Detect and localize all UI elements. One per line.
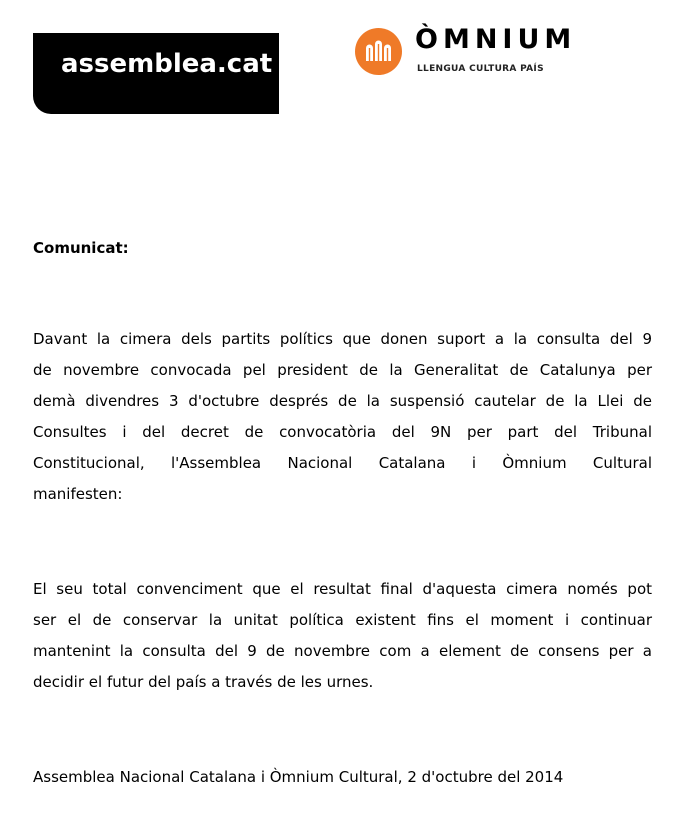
omnium-columns-icon (355, 28, 402, 75)
paragraph-line: Constitucional, l'Assemblea Nacional Catalana i Òmnium Cultural (33, 454, 652, 472)
paragraph-line: demà divendres 3 d'octubre després de la suspensió cautelar de la Llei de (33, 392, 652, 410)
paragraph-line: decidir el futur del país a través de les urnes. (33, 673, 374, 691)
document-heading: Comunicat: (33, 239, 129, 257)
paragraph-statement (33, 324, 652, 510)
paragraph-line: El seu total convenciment que el resultat final d'aquesta cimera només pot (33, 580, 652, 598)
paragraph-line: Davant la cimera dels partits polítics que donen suport a la consulta del 9 (33, 330, 652, 348)
paragraph-line: Consultes i del decret de convocatòria del 9N per part del Tribunal (33, 423, 652, 441)
paragraph-declaration (33, 574, 652, 698)
paragraph-line: ser el de conservar la unitat política existent fins el moment i continuar (33, 611, 652, 629)
omnium-logo-name: ÒMNIUM (415, 24, 577, 55)
assemblea-logo (33, 33, 279, 114)
signature-line: Assemblea Nacional Catalana i Òmnium Cultural, 2 d'octubre del 2014 (33, 768, 564, 786)
omnium-logo (355, 26, 595, 82)
omnium-logo-tagline: LLENGUA CULTURA PAÍS (417, 64, 544, 74)
paragraph-line: manifesten: (33, 485, 123, 503)
paragraph-line: de novembre convocada pel president de la Generalitat de Catalunya per (33, 361, 652, 379)
paragraph-line: mantenint la consulta del 9 de novembre com a element de consens per a (33, 642, 652, 660)
assemblea-logo-text: assemblea.cat (61, 49, 273, 79)
